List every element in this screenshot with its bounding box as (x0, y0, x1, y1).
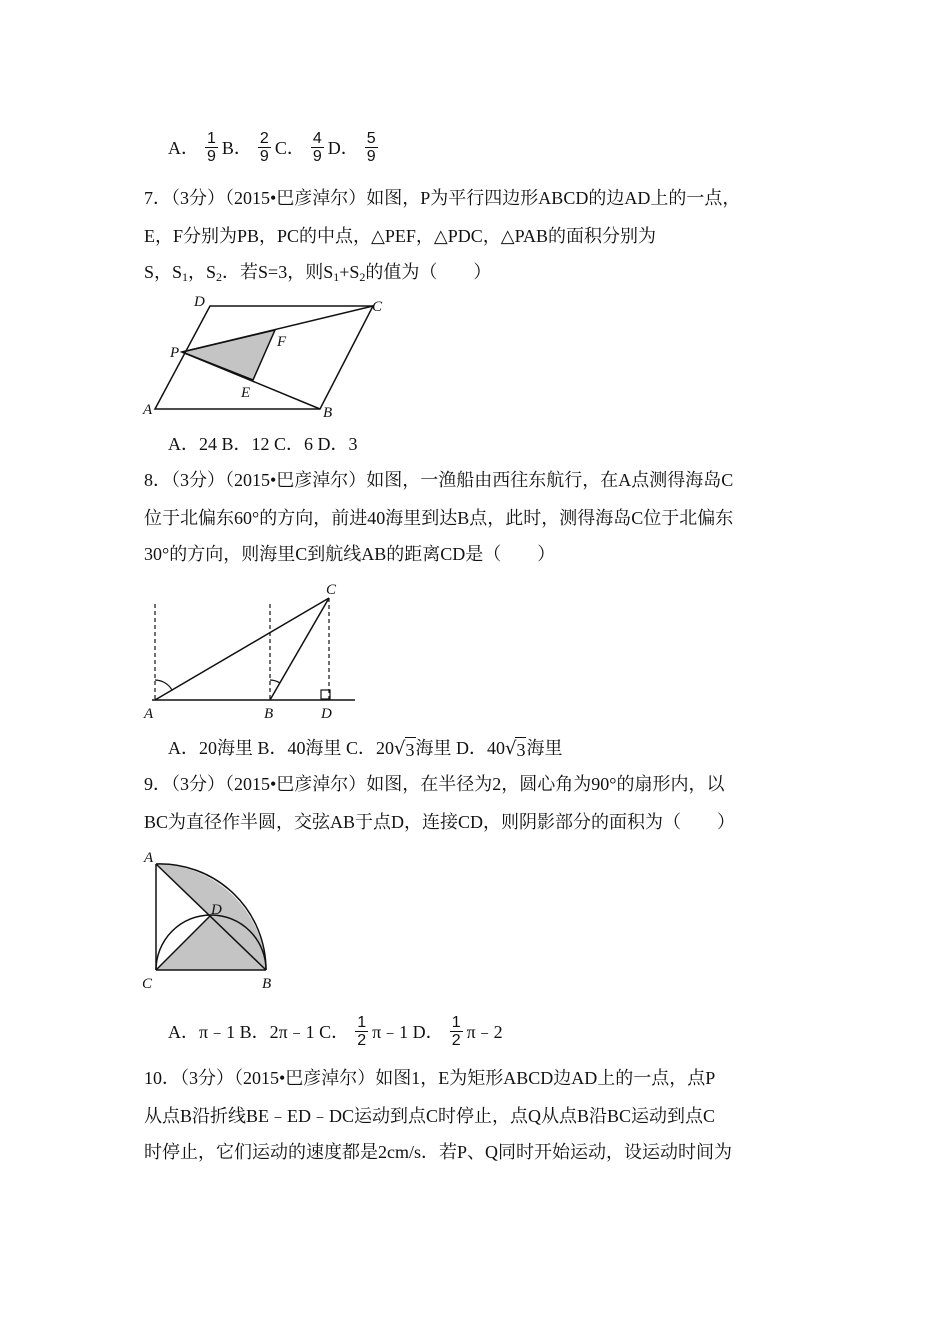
q8-navigation-figure (140, 576, 370, 726)
q9-label-c: C (142, 976, 153, 992)
q10-text-line1: 10．（3分）（2015•巴彦淖尔）如图1，E为矩形ABCD边AD上的一点，点P (144, 1068, 716, 1088)
q7-shaded-triangle-pef (182, 330, 275, 380)
q9-sector-figure (140, 846, 285, 996)
q8-label-d: D (321, 706, 332, 722)
q7-text-line3: S，$S_1$，$S_2$．若S=3，则$S_1+S_2$的值为（ ） (144, 262, 492, 284)
q9-text-line1: 9．（3分）（2015•巴彦淖尔）如图，在半径为2，圆心角为90°的扇形内，以 (144, 774, 725, 794)
q7-label-b: B (323, 405, 333, 421)
q8-text-line1: 8．（3分）（2015•巴彦淖尔）如图，一渔船由西往东航行，在A点测得海岛C (144, 470, 734, 490)
q9-label-d: D (211, 902, 222, 918)
q6-choice-a-label: A． (168, 137, 199, 158)
q8-label-a: A (144, 706, 154, 722)
q8-sqrt-2: √ 3 (505, 738, 526, 760)
q7-label-d: D (194, 294, 205, 310)
q8-segment-ac (155, 598, 329, 700)
q8-angle-arc-a (155, 680, 172, 690)
q6-choice-b-fraction: $\frac{2}{9}$ (259, 130, 269, 165)
q8-label-b: B (264, 706, 274, 722)
q7-label-c: C (372, 299, 383, 315)
q9-text-line2: BC为直径作半圆，交弦AB于点D，连接CD，则阴影部分的面积为（ ） (144, 812, 736, 832)
q9-fraction-d: $\frac{1}{2}$ (451, 1014, 461, 1049)
q7-label-p: P (170, 345, 180, 361)
q8-segment-bc (270, 598, 329, 700)
q6-choice-a-fraction: $\frac{1}{9}$ (207, 130, 216, 165)
q8-text-line2: 位于北偏东60°的方向，前进40海里到达B点，此时，测得海岛C位于北偏东 (144, 508, 734, 528)
q9-fraction-c: $\frac{1}{2}$ (357, 1014, 367, 1049)
q10-text-line2: 从点B沿折线BE﹣ED﹣DC运动到点C时停止，点Q从点B沿BC运动到点C (144, 1106, 716, 1126)
q8-label-c: C (326, 582, 337, 598)
q6-choice-c-fraction: $\frac{4}{9}$ (312, 130, 322, 165)
q6-choice-b-label: B． (221, 137, 252, 158)
q7-parallelogram-figure (140, 292, 400, 424)
q9-label-b: B (262, 976, 272, 992)
q8-angle-arc-b (270, 680, 280, 683)
q7-parallelogram-abcd (155, 306, 373, 409)
q8-sqrt-1: √ 3 (394, 738, 415, 760)
q7-choices: A．24 B．12 C．6 D．3 (168, 434, 358, 454)
q8-choices: A．20海里 B．40海里 C．20 √ 3 海里 D．40 √ 3 海里 (168, 738, 563, 760)
q7-label-f: F (277, 334, 287, 350)
q6-choice-d-label: D． (327, 137, 359, 158)
q6-choice-d-fraction: $\frac{5}{9}$ (366, 130, 376, 165)
q7-label-e: E (241, 385, 251, 401)
q9-choices: A．π﹣1 B．2π﹣1 C． $\frac{1}{2}$ π﹣1 D． $\frac{1}{2}$ π﹣2 (168, 1014, 503, 1049)
q10-text-line3: 时停止，它们运动的速度都是2cm/s．若P、Q同时开始运动，设运动时间为 (144, 1142, 733, 1162)
q7-label-a: A (143, 402, 153, 418)
q6-choices (168, 130, 382, 165)
q6-choice-c-label: C． (274, 137, 305, 158)
q7-text-line1: 7．（3分）（2015•巴彦淖尔）如图，P为平行四边形ABCD的边AD上的一点， (144, 188, 741, 208)
q8-text-line3: 30°的方向，则海里C到航线AB的距离CD是（ ） (144, 544, 556, 564)
q9-label-a: A (144, 850, 154, 866)
q7-text-line2: E，F分别为PB，PC的中点，△PEF，△PDC，△PAB的面积分别为 (144, 226, 656, 246)
